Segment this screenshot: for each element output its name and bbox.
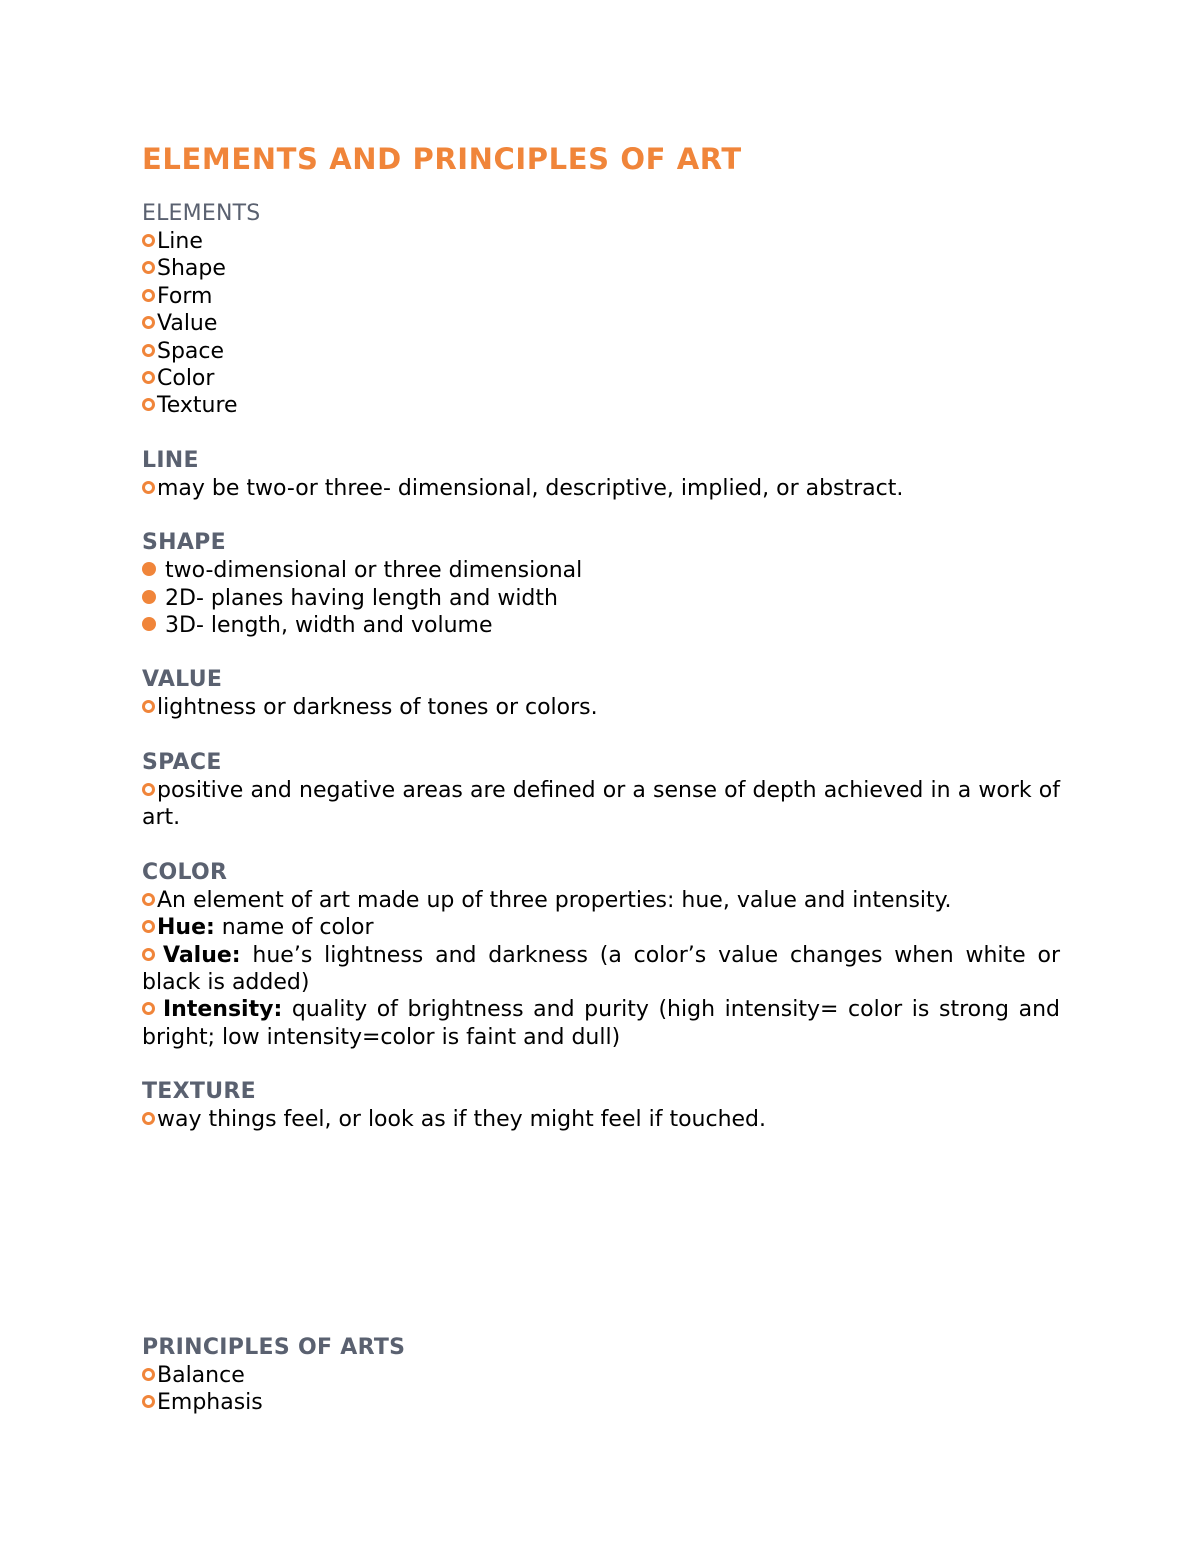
- principles-heading: PRINCIPLES OF ARTS: [142, 1334, 406, 1360]
- ring-bullet-icon: [142, 700, 155, 713]
- ring-bullet-icon: [142, 893, 155, 906]
- elements-heading: ELEMENTS: [142, 201, 261, 226]
- line-heading: LINE: [142, 447, 199, 473]
- dot-bullet-icon: [142, 590, 156, 604]
- ring-bullet-icon: [142, 371, 155, 384]
- list-item: Value: hue’s lightness and darkness (a color’s value changes when white or black is added): [142, 942, 1060, 995]
- dot-bullet-icon: [142, 617, 156, 631]
- list-item: Form: [142, 283, 1060, 310]
- ring-bullet-icon: [142, 1368, 155, 1381]
- dot-bullet-icon: [142, 562, 156, 576]
- ring-bullet-icon: [142, 1395, 155, 1408]
- shape-heading: SHAPE: [142, 530, 226, 556]
- ring-bullet-icon: [142, 344, 155, 357]
- list-item: 3D- length, width and volume: [142, 612, 1060, 639]
- ring-bullet-icon: [142, 1002, 155, 1015]
- intensity-term: Intensity:: [163, 997, 283, 1023]
- ring-bullet-icon: [142, 481, 155, 494]
- ring-bullet-icon: [142, 920, 155, 933]
- list-item: two-dimensional or three dimensional: [142, 557, 1060, 584]
- value-term: Value:: [163, 942, 241, 968]
- ring-bullet-icon: [142, 261, 155, 274]
- list-item: 2D- planes having length and width: [142, 585, 1060, 612]
- list-item: Intensity: quality of brightness and purity (high intensity= color is strong and bright; low intensity=color is faint and dull): [142, 997, 1060, 1050]
- ring-bullet-icon: [142, 398, 155, 411]
- texture-heading: TEXTURE: [142, 1079, 256, 1105]
- color-heading: COLOR: [142, 859, 228, 885]
- list-item: Texture: [142, 392, 1060, 419]
- ring-bullet-icon: [142, 948, 155, 961]
- ring-bullet-icon: [142, 234, 155, 247]
- ring-bullet-icon: [142, 316, 155, 329]
- list-item: Emphasis: [142, 1389, 1060, 1416]
- list-item: way things feel, or look as if they might feel if touched.: [142, 1106, 1060, 1133]
- list-item: positive and negative areas are defined or a sense of depth achieved in a work of art.: [142, 777, 1060, 831]
- value-heading: VALUE: [142, 667, 223, 693]
- space-heading: SPACE: [142, 749, 222, 775]
- list-item: Line: [142, 228, 1060, 255]
- list-item: may be two-or three- dimensional, descriptive, implied, or abstract.: [142, 475, 1060, 502]
- hue-term: Hue:: [157, 915, 215, 941]
- ring-bullet-icon: [142, 289, 155, 302]
- list-item: Hue: name of color: [142, 914, 1060, 941]
- document-title: ELEMENTS AND PRINCIPLES OF ART: [142, 142, 742, 176]
- ring-bullet-icon: [142, 1112, 155, 1125]
- document-page: [142, 138, 1060, 1416]
- list-item: Space: [142, 338, 1060, 365]
- list-item: Balance: [142, 1362, 1060, 1389]
- list-item: Shape: [142, 255, 1060, 282]
- list-item: An element of art made up of three properties: hue, value and intensity.: [142, 887, 1060, 914]
- ring-bullet-icon: [142, 783, 155, 796]
- list-item: lightness or darkness of tones or colors.: [142, 694, 1060, 721]
- list-item: Value: [142, 310, 1060, 337]
- list-item: Color: [142, 365, 1060, 392]
